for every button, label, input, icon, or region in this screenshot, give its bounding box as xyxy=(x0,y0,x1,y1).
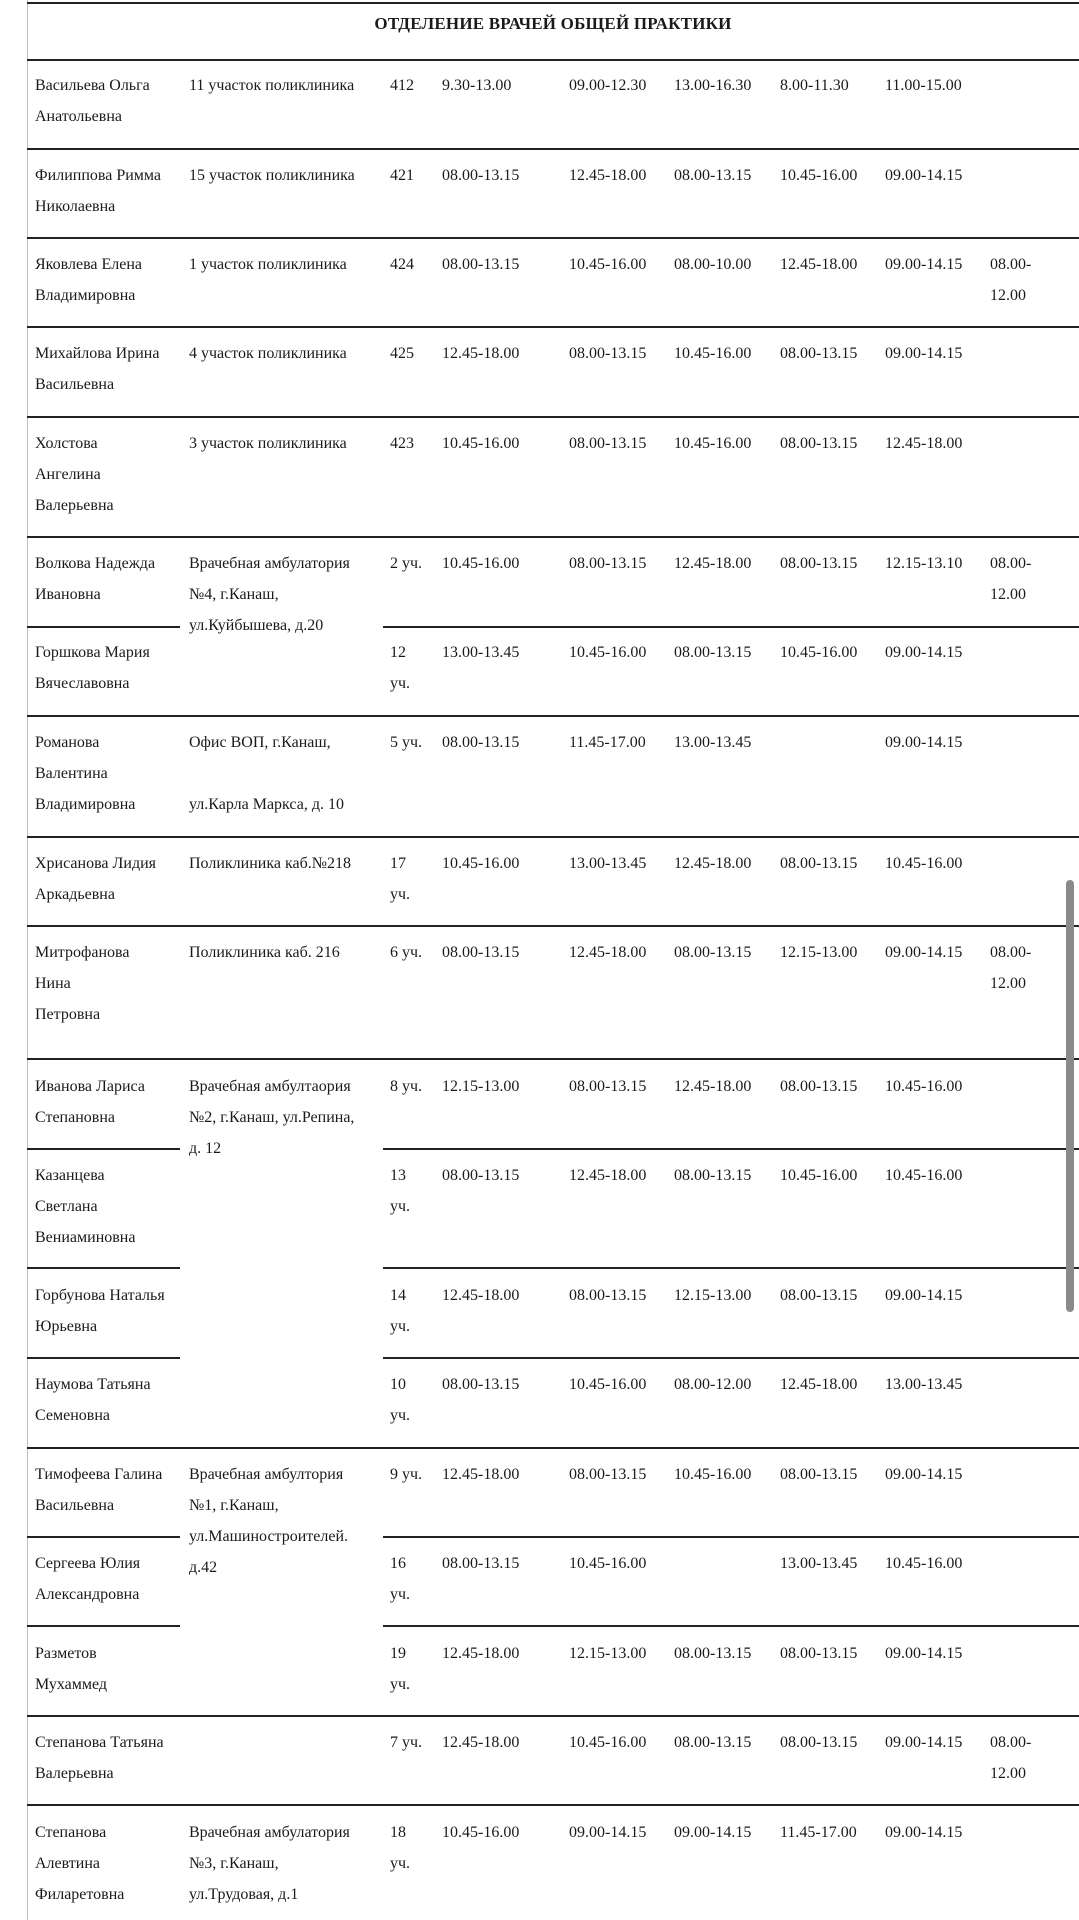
time-cell: 10.45-16.00 xyxy=(885,855,963,872)
time-cell: 08.00-13.15 xyxy=(780,345,858,362)
row-divider xyxy=(383,1148,1079,1150)
time-cell: 08.00-13.15 xyxy=(442,1376,520,1393)
time-cell: 08.00- 12.00 xyxy=(990,256,1032,304)
time-cell: 13.00-13.45 xyxy=(442,644,520,661)
room-cell: 13 уч. xyxy=(390,1167,411,1215)
row-divider xyxy=(383,626,1079,628)
time-cell: 08.00-13.15 xyxy=(442,734,520,751)
time-cell: 08.00-13.15 xyxy=(442,1167,520,1184)
time-cell: 12.45-18.00 xyxy=(780,1376,858,1393)
time-cell: 08.00-13.15 xyxy=(569,345,647,362)
time-cell: 09.00-12.30 xyxy=(569,77,647,94)
time-cell: 08.00-13.15 xyxy=(780,1078,858,1095)
row-divider xyxy=(27,148,1079,150)
doctor-name: Иванова Лариса Степановна xyxy=(35,1078,145,1126)
time-cell: 12.15-13.00 xyxy=(442,1078,520,1095)
time-cell: 09.00-14.15 xyxy=(569,1824,647,1841)
room-cell: 19 уч. xyxy=(390,1645,411,1693)
doctor-name: Хрисанова Лидия Аркадьевна xyxy=(35,855,156,903)
room-cell: 5 уч. xyxy=(390,734,423,751)
time-cell: 10.45-16.00 xyxy=(885,1078,963,1095)
row-divider xyxy=(27,237,1079,239)
room-cell: 10 уч. xyxy=(390,1376,411,1424)
room-cell: 424 xyxy=(390,256,414,273)
time-cell: 12.45-18.00 xyxy=(442,1287,520,1304)
time-cell: 10.45-16.00 xyxy=(780,167,858,184)
time-cell: 09.00-14.15 xyxy=(885,167,963,184)
doctor-name: Филиппова Римма Николаевна xyxy=(35,167,162,215)
time-cell: 09.00-14.15 xyxy=(885,644,963,661)
facility-cell: Офис ВОП, г.Канаш, ул.Карла Маркса, д. 10 xyxy=(189,734,344,813)
doctor-name: Степанова Татьяна Валерьевна xyxy=(35,1734,164,1782)
facility-cell: Поликлиника каб.№218 xyxy=(189,855,352,872)
time-cell: 08.00-13.15 xyxy=(442,944,520,961)
room-cell: 423 xyxy=(390,435,414,452)
time-cell: 08.00-13.15 xyxy=(780,1466,858,1483)
row-divider xyxy=(27,1357,180,1359)
time-cell: 13.00-13.45 xyxy=(885,1376,963,1393)
time-cell: 08.00-13.15 xyxy=(442,1555,520,1572)
table-title: ОТДЕЛЕНИЕ ВРАЧЕЙ ОБЩЕЙ ПРАКТИКИ xyxy=(374,14,732,33)
time-cell: 10.45-16.00 xyxy=(674,435,752,452)
time-cell: 10.45-16.00 xyxy=(442,435,520,452)
time-cell: 09.00-14.15 xyxy=(674,1824,752,1841)
time-cell: 12.45-18.00 xyxy=(442,1645,520,1662)
room-cell: 421 xyxy=(390,167,414,184)
time-cell: 09.00-14.15 xyxy=(885,734,963,751)
row-divider xyxy=(27,1148,180,1150)
doctor-name: Холстова Ангелина Валерьевна xyxy=(35,435,114,514)
time-cell: 12.45-18.00 xyxy=(569,1167,647,1184)
time-cell: 10.45-16.00 xyxy=(885,1555,963,1572)
time-cell: 09.00-14.15 xyxy=(885,1645,963,1662)
time-cell: 10.45-16.00 xyxy=(674,345,752,362)
doctor-name: Степанова Алевтина Филаретовна xyxy=(35,1824,125,1903)
time-cell: 9.30-13.00 xyxy=(442,77,512,94)
time-cell: 12.45-18.00 xyxy=(442,1734,520,1751)
time-cell: 09.00-14.15 xyxy=(885,1287,963,1304)
time-cell: 08.00-13.15 xyxy=(674,167,752,184)
time-cell: 08.00- 12.00 xyxy=(990,944,1032,992)
row-divider xyxy=(27,1447,1079,1449)
room-cell: 6 уч. xyxy=(390,944,423,961)
row-divider xyxy=(27,626,180,628)
time-cell: 13.00-13.45 xyxy=(569,855,647,872)
doctor-name: Васильева Ольга Анатольевна xyxy=(35,77,150,125)
doctor-name: Романова Валентина Владимировна xyxy=(35,734,136,813)
room-cell: 425 xyxy=(390,345,414,362)
facility-cell: 3 участок поликлиника xyxy=(189,435,347,452)
scrollbar[interactable] xyxy=(1066,880,1074,1312)
facility-cell: 1 участок поликлиника xyxy=(189,256,347,273)
room-cell: 9 уч. xyxy=(390,1466,423,1483)
facility-cell: Врачебная амбултория №1, г.Канаш, ул.Машиностроителей. д.42 xyxy=(189,1466,349,1576)
time-cell: 12.45-18.00 xyxy=(674,1078,752,1095)
room-cell: 14 уч. xyxy=(390,1287,411,1335)
room-cell: 412 xyxy=(390,77,414,94)
row-divider xyxy=(27,326,1079,328)
row-divider xyxy=(27,1625,180,1627)
row-divider xyxy=(383,1357,1079,1359)
time-cell: 08.00-13.15 xyxy=(674,1645,752,1662)
time-cell: 08.00-13.15 xyxy=(442,167,520,184)
room-cell: 7 уч. xyxy=(390,1734,423,1751)
time-cell: 08.00-13.15 xyxy=(674,1734,752,1751)
row-divider xyxy=(27,1804,1079,1806)
time-cell: 10.45-16.00 xyxy=(442,555,520,572)
time-cell: 09.00-14.15 xyxy=(885,256,963,273)
row-divider xyxy=(27,1267,180,1269)
time-cell: 08.00-13.15 xyxy=(569,1466,647,1483)
room-cell: 8 уч. xyxy=(390,1078,423,1095)
time-cell: 10.45-16.00 xyxy=(780,1167,858,1184)
doctor-name: Тимофеева Галина Васильевна xyxy=(35,1466,163,1514)
time-cell: 08.00-13.15 xyxy=(780,1734,858,1751)
time-cell: 08.00-13.15 xyxy=(674,1167,752,1184)
doctor-name: Наумова Татьяна Семеновна xyxy=(35,1376,151,1424)
row-divider xyxy=(27,715,1079,717)
time-cell: 10.45-16.00 xyxy=(674,1466,752,1483)
room-cell: 17 уч. xyxy=(390,855,411,903)
time-cell: 10.45-16.00 xyxy=(780,644,858,661)
row-divider xyxy=(383,1625,1079,1627)
time-cell: 09.00-14.15 xyxy=(885,1734,963,1751)
time-cell: 8.00-11.30 xyxy=(780,77,849,94)
row-divider xyxy=(27,1536,180,1538)
time-cell: 10.45-16.00 xyxy=(569,256,647,273)
row-divider xyxy=(27,2,1079,4)
doctor-name: Волкова Надежда Ивановна xyxy=(35,555,156,603)
time-cell: 12.45-18.00 xyxy=(674,855,752,872)
time-cell: 08.00-13.15 xyxy=(569,555,647,572)
time-cell: 12.45-18.00 xyxy=(442,1466,520,1483)
time-cell: 08.00-13.15 xyxy=(780,435,858,452)
time-cell: 10.45-16.00 xyxy=(442,1824,520,1841)
time-cell: 09.00-14.15 xyxy=(885,1466,963,1483)
time-cell: 11.45-17.00 xyxy=(569,734,646,751)
time-cell: 12.45-18.00 xyxy=(569,944,647,961)
facility-cell: Врачебная амбулатория №4, г.Канаш, ул.Куйбышева, д.20 xyxy=(189,555,350,634)
row-divider xyxy=(27,1058,1079,1060)
time-cell: 10.45-16.00 xyxy=(885,1167,963,1184)
time-cell: 08.00-13.15 xyxy=(569,1287,647,1304)
doctor-name: Яковлева Елена Владимировна xyxy=(35,256,143,304)
row-divider xyxy=(383,1536,1079,1538)
row-divider xyxy=(27,59,1079,61)
time-cell: 08.00- 12.00 xyxy=(990,1734,1032,1782)
room-cell: 12 уч. xyxy=(390,644,411,692)
table-left-border xyxy=(27,0,28,1920)
doctor-name: Горшкова Мария Вячеславовна xyxy=(35,644,150,692)
time-cell: 08.00-13.15 xyxy=(780,855,858,872)
time-cell: 10.45-16.00 xyxy=(569,644,647,661)
time-cell: 09.00-14.15 xyxy=(885,944,963,961)
row-divider xyxy=(27,536,1079,538)
facility-cell: Врачебная амбулатория №3, г.Канаш, ул.Трудовая, д.1 xyxy=(189,1824,350,1903)
time-cell: 08.00-13.15 xyxy=(780,555,858,572)
time-cell: 08.00- 12.00 xyxy=(990,555,1032,603)
time-cell: 08.00-13.15 xyxy=(569,1078,647,1095)
doctor-name: Михайлова Ирина Васильевна xyxy=(35,345,160,393)
time-cell: 09.00-14.15 xyxy=(885,345,963,362)
time-cell: 08.00-13.15 xyxy=(780,1645,858,1662)
time-cell: 08.00-13.15 xyxy=(780,1287,858,1304)
time-cell: 12.45-18.00 xyxy=(442,345,520,362)
doctor-name: Разметов Мухаммед xyxy=(35,1645,107,1693)
time-cell: 12.45-18.00 xyxy=(780,256,858,273)
time-cell: 13.00-13.45 xyxy=(674,734,752,751)
time-cell: 13.00-13.45 xyxy=(780,1555,858,1572)
time-cell: 12.45-18.00 xyxy=(569,167,647,184)
doctor-name: Митрофанова Нина Петровна xyxy=(35,944,130,1023)
time-cell: 08.00-13.15 xyxy=(442,256,520,273)
time-cell: 08.00-10.00 xyxy=(674,256,752,273)
time-cell: 12.15-13.00 xyxy=(569,1645,647,1662)
time-cell: 10.45-16.00 xyxy=(569,1555,647,1572)
room-cell: 16 уч. xyxy=(390,1555,411,1603)
row-divider xyxy=(383,1267,1079,1269)
time-cell: 08.00-13.15 xyxy=(674,944,752,961)
row-divider xyxy=(27,1715,1079,1717)
facility-cell: Врачебная амбултаория №2, г.Канаш, ул.Репина, д. 12 xyxy=(189,1078,355,1157)
time-cell: 08.00-13.15 xyxy=(674,644,752,661)
row-divider xyxy=(27,416,1079,418)
time-cell: 09.00-14.15 xyxy=(885,1824,963,1841)
time-cell: 12.15-13.00 xyxy=(674,1287,752,1304)
facility-cell: Поликлиника каб. 216 xyxy=(189,944,340,961)
time-cell: 08.00-12.00 xyxy=(674,1376,752,1393)
doctor-name: Горбунова Наталья Юрьевна xyxy=(35,1287,165,1335)
doctor-name: Сергеева Юлия Александровна xyxy=(35,1555,141,1603)
time-cell: 11.00-15.00 xyxy=(885,77,962,94)
time-cell: 10.45-16.00 xyxy=(442,855,520,872)
time-cell: 11.45-17.00 xyxy=(780,1824,857,1841)
time-cell: 10.45-16.00 xyxy=(569,1734,647,1751)
time-cell: 12.15-13.00 xyxy=(780,944,858,961)
row-divider xyxy=(27,925,1079,927)
time-cell: 10.45-16.00 xyxy=(569,1376,647,1393)
time-cell: 12.45-18.00 xyxy=(674,555,752,572)
facility-cell: 11 участок поликлиника xyxy=(189,77,355,94)
time-cell: 12.15-13.10 xyxy=(885,555,963,572)
row-divider xyxy=(27,836,1079,838)
time-cell: 08.00-13.15 xyxy=(569,435,647,452)
doctor-name: Казанцева Светлана Вениаминовна xyxy=(35,1167,136,1246)
time-cell: 12.45-18.00 xyxy=(885,435,963,452)
facility-cell: 4 участок поликлиника xyxy=(189,345,347,362)
facility-cell: 15 участок поликлиника xyxy=(189,167,355,184)
room-cell: 18 уч. xyxy=(390,1824,411,1872)
room-cell: 2 уч. xyxy=(390,555,423,572)
time-cell: 13.00-16.30 xyxy=(674,77,752,94)
